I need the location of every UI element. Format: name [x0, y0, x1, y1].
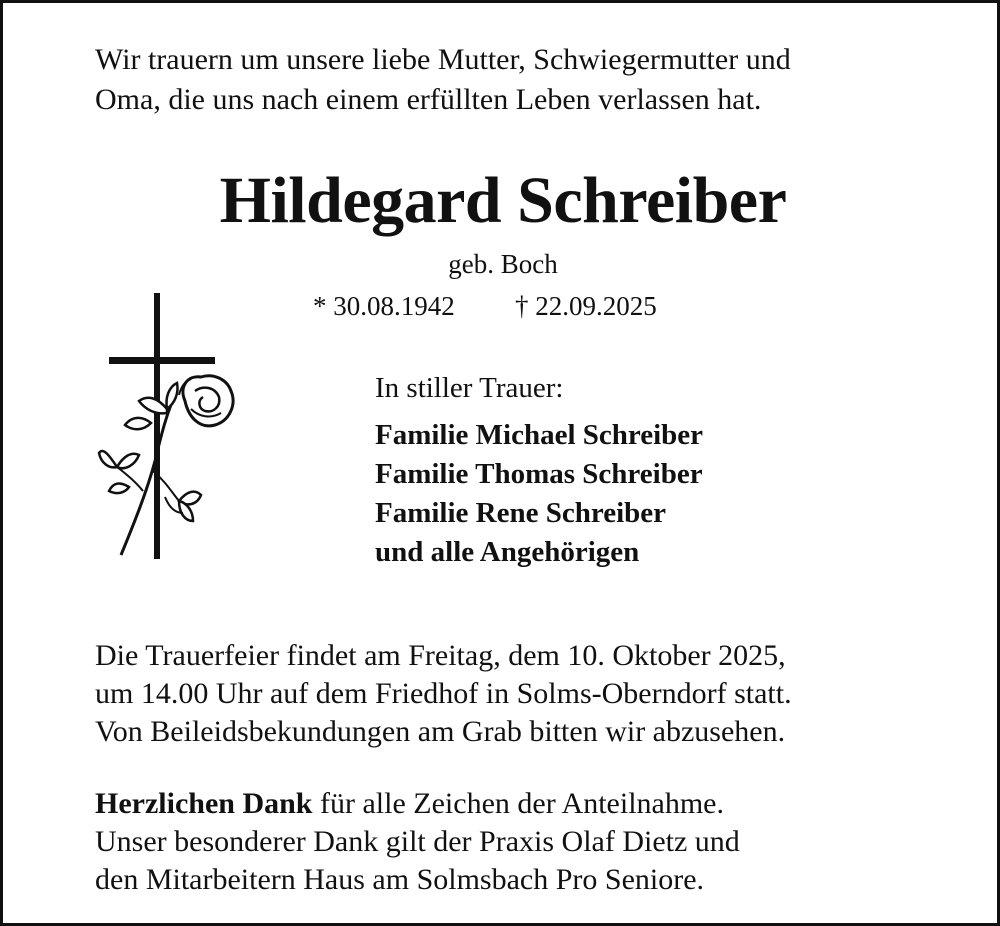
death-date: † 22.09.2025 — [515, 291, 657, 321]
thanks-line-2: Unser besonderer Dank gilt der Praxis Olaf Dietz und — [95, 825, 740, 858]
deceased-name: Hildegard Schreiber — [219, 164, 787, 237]
thanks-line-1 — [95, 785, 724, 823]
intro-line-2: Oma, die uns nach einem erfüllten Leben verlassen hat. — [95, 83, 762, 116]
thanks-line-3: den Mitarbeitern Haus am Solmsbach Pro Seniore. — [95, 863, 705, 896]
ceremony-line-3: Von Beileidsbekundungen am Grab bitten wir abzusehen. — [95, 715, 786, 748]
mourner-name: Familie Michael Schreiber — [375, 419, 704, 451]
ceremony-line-1: Die Trauerfeier findet am Freitag, dem 10. Oktober 2025, — [95, 639, 786, 672]
ceremony-line-2: um 14.00 Uhr auf dem Friedhof in Solms-Oberndorf statt. — [95, 677, 792, 710]
mourner-name: Familie Rene Schreiber — [375, 497, 667, 529]
intro-line-1: Wir trauern um unsere liebe Mutter, Schwiegermutter und — [95, 43, 791, 76]
thanks-bold-lead: Herzlichen Dank — [95, 787, 313, 820]
birth-name: geb. Boch — [448, 249, 558, 279]
mourner-name: Familie Thomas Schreiber — [375, 458, 703, 490]
mourner-name: und alle Angehörigen — [375, 536, 640, 568]
cross-with-rose-icon — [95, 291, 255, 581]
thanks-line-1-rest: für alle Zeichen der Anteilnahme. — [312, 787, 724, 820]
mourners-heading: In stiller Trauer: — [375, 372, 564, 404]
birth-date: * 30.08.1942 — [313, 291, 455, 321]
